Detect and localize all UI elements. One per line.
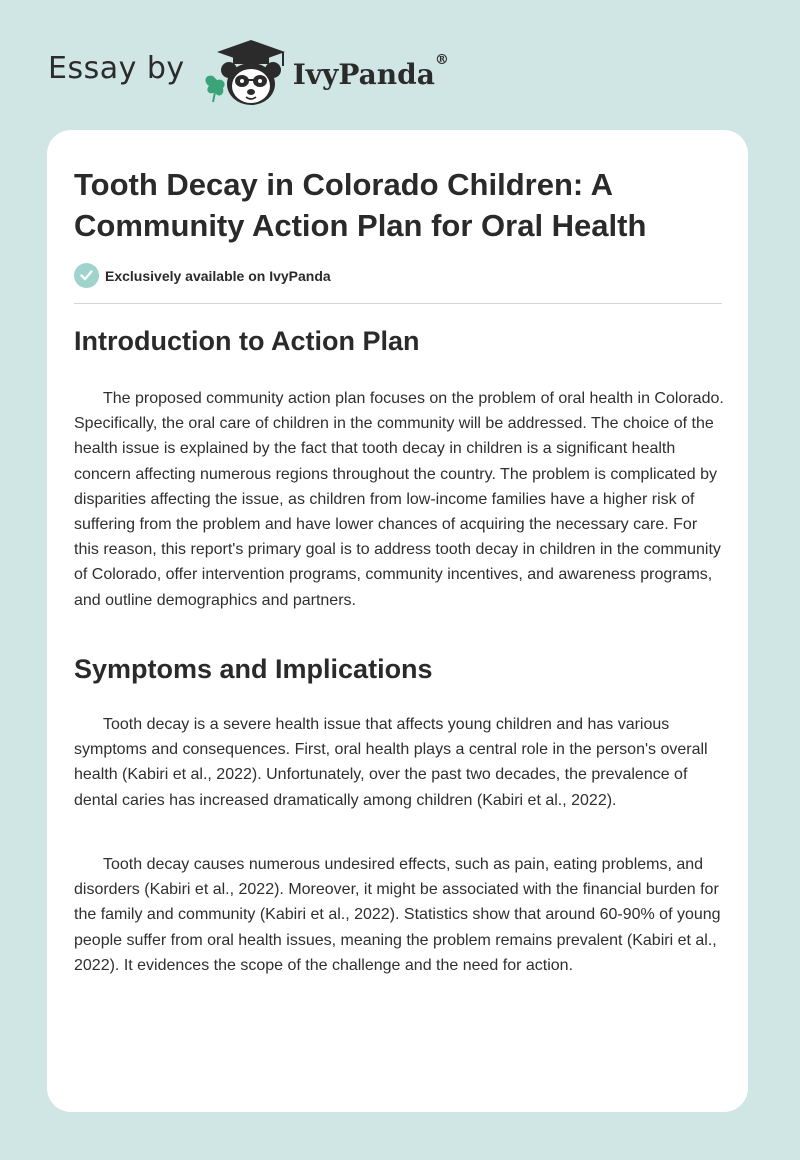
exclusive-label: Exclusively available on IvyPanda bbox=[105, 267, 331, 284]
site-header bbox=[48, 36, 449, 108]
paragraph-introduction: The proposed community action plan focuses on the problem of oral health in Colorado. Specifically, the oral care of children in the community will be addressed. The choice of the health issue is explained by the fact that tooth decay in children is a significant health concern affecting numerous regions throughout the country. The problem is complicated by disparities affecting the issue, as children from low-income families have a higher risk of suffering from the problem and have lower chances of acquiring the necessary care. For this reason, this report's primary goal is to address tooth decay in children in the community of Colorado, offer intervention programs, community incentives, and awareness programs, and outline demographics and partners. bbox=[74, 390, 724, 609]
brand-name[interactable] bbox=[292, 51, 449, 91]
exclusive-badge bbox=[74, 263, 331, 288]
essay-title: Tooth Decay in Colorado Children: A Community Action Plan for Oral Health bbox=[74, 167, 647, 243]
panda-logo-icon[interactable] bbox=[199, 36, 291, 108]
check-icon bbox=[74, 263, 99, 288]
divider bbox=[74, 303, 722, 304]
paragraph-symptoms-2: Tooth decay causes numerous undesired effects, such as pain, eating problems, and disorders (Kabiri et al., 2022). Moreover, it might be associated with the financial burden for the family and community (Kabiri et al., 2022). Statistics show that around 60-90% of young people suffer from oral health issues, meaning the problem remains prevalent (Kabiri et al., 2022). It evidences the scope of the challenge and the need for action. bbox=[74, 856, 721, 974]
section-heading-introduction: Introduction to Action Plan bbox=[74, 326, 420, 356]
brand-label: IvyPanda bbox=[292, 57, 435, 91]
registered-mark: ® bbox=[434, 51, 449, 68]
essay-by-label: Essay by bbox=[48, 50, 185, 86]
paragraph-symptoms-1: Tooth decay is a severe health issue that affects young children and has various symptoms and consequences. First, oral health plays a central role in the person's overall health (Kabiri et al., 2022). Unfortunately, over the past two decades, the prevalence of dental caries has increased dramatically among children (Kabiri et al., 2022). bbox=[74, 716, 708, 809]
section-heading-symptoms: Symptoms and Implications bbox=[74, 654, 433, 684]
essay-card bbox=[47, 130, 748, 1112]
